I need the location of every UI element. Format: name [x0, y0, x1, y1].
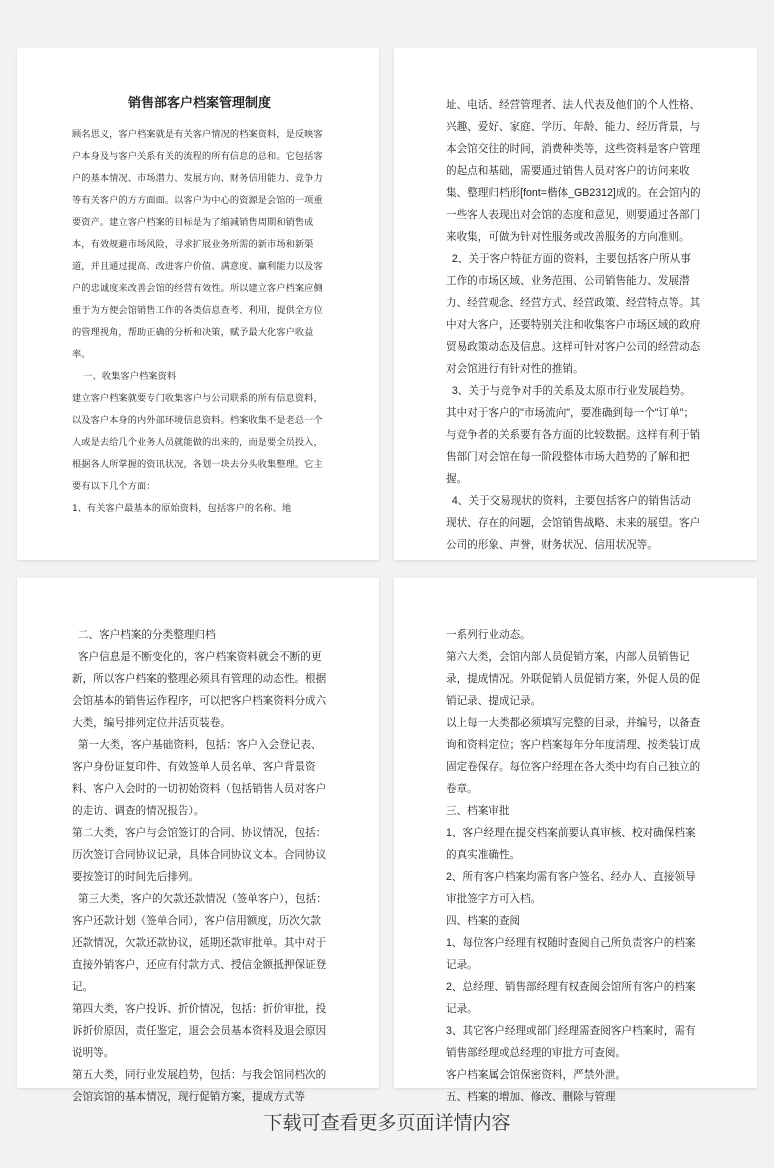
paragraph: 建立客户档案就要专门收集客户与公司联系的所有信息资料，以及客户本身的内外部环境信息资料。档案收集不是老总一个人或是去给几个业务人员就能做的出来的，而是要全员投入，根据各人所掌握的资讯状况，各划一块去分头收集整理。它主要有以下几个方面：	[72, 393, 323, 492]
paragraph: 2、总经理、销售部经理有权查阅会馆所有客户的档案记录。	[446, 981, 696, 1015]
paragraph: 3、其它客户经理或部门经理需查阅客户档案时，需有销售部经理或总经理的审批方可查阅。	[446, 1025, 696, 1059]
paragraph: 第五大类，同行业发展趋势，包括：与我会馆同档次的会馆宾馆的基本情况，现行促销方案，提成方式等	[72, 1069, 327, 1103]
paragraph: 顾名思义，客户档案就是有关客户情况的档案资料，是反映客户本身及与客户关系有关的流程的所有信息的总和。它包括客户的基本情况、市场潜力、发展方向、财务信用能力、竞争力等有关客户的方方面面。以客户为中心的资源是会馆的一项重要资产。建立客户档案的目标是为了缩减销售周期和销售成本，有效规避市场风险，寻求扩展业务所需的新市场和新渠道，并且通过提高、改进客户价值、满意度、赢利能力以及客户的忠诚度来改善会馆的经营有效性。所以建立客户档案应侧重于为方便会馆销售工作的各类信息查考、利用，提供全方位的管理视角，帮助正确的分析和决策，赋予最大化客户收益率。	[72, 129, 323, 360]
document-page-2	[394, 48, 757, 560]
section-heading: 五、档案的增加、修改、删除与管理	[446, 1091, 616, 1103]
paragraph: 3、关于与竞争对手的关系及太原市行业发展趋势。其中对于客户的"市场流向"，要准确到每一个"订单"；与竞争者的关系要有各方面的比较数据。这样有利于销售部门对会馆在每一阶段整体市场大趋势的了解和把握。	[446, 385, 701, 485]
paragraph: 第四大类，客户投诉、折价情况，包括：折价审批，投诉折价原因，责任鉴定，退会会员基本资料及退会原因说明等。	[72, 1003, 327, 1059]
paragraph: 2、关于客户特征方面的资料，主要包括客户所从事工作的市场区域、业务范围、公司销售能力、发展潜力、经营观念、经营方式、经营政策、经营特点等。其中对大客户，还要特别关注和收集客户市场区域的政府贸易政策动态及信息。这样可针对客户公司的经营动态对会馆进行有针对性的推销。	[446, 253, 701, 375]
download-more-caption[interactable]: 下载可查看更多页面详情内容	[263, 1112, 511, 1134]
paragraph: 4、关于交易现状的资料，主要包括客户的销售活动现状、存在的问题，会馆销售战略、未来的展望。客户公司的形象、声誉，财务状况、信用状况等。	[446, 495, 701, 551]
section-heading: 一、收集客户档案资料	[72, 371, 177, 382]
paragraph: 址、电话、经营管理者、法人代表及他们的个人性格、兴趣、爱好、家庭、学历、年龄、能力、经历背景，与本会馆交往的时间，消费种类等，这些资料是客户管理的起点和基础，需要通过销售人员对客户的访问来收集、整理归档形[font=楷体_GB2312]成的。在会馆内的一些客人表现出对会馆的态度和意见，则要通过各部门来收集，可做为针对性服务或改善服务的方向准则。	[446, 99, 701, 243]
paragraph: 1、客户经理在提交档案前要认真审核、校对确保档案的真实准确性。	[446, 827, 696, 861]
paragraph: 客户档案属会馆保密资料，严禁外泄。	[446, 1069, 627, 1081]
document-page-1	[17, 48, 379, 560]
section-heading: 二、客户档案的分类整理归档	[72, 629, 216, 641]
paragraph: 以上每一大类都必须填写完整的目录，并编号，以备查询和资料定位；客户档案每年分年度清理、按类装订成固定卷保存。每位客户经理在各大类中均有自己独立的卷章。	[446, 717, 701, 795]
paragraph: 1、每位客户经理有权随时查阅自己所负责客户的档案记录。	[446, 937, 696, 971]
document-page-4	[394, 578, 757, 1103]
paragraph: 2、所有客户档案均需有客户签名、经办人、直接领导审批签字方可入档。	[446, 871, 696, 905]
document-title: 销售部客户档案管理制度	[127, 96, 271, 111]
paragraph: 第六大类，会馆内部人员促销方案，内部人员销售记录，提成情况。外联促销人员促销方案，外促人员的促销记录、提成记录。	[446, 651, 701, 707]
paragraph: 1、有关客户最基本的原始资料，包括客户的名称、地	[72, 503, 292, 514]
paragraph: 第三大类，客户的欠款还款情况（签单客户），包括：客户还款计划（签单合同），客户信用额度，历次欠款还款情况，欠款还款协议，延期还款审批单。其中对于直接外销客户，还应有付款方式、授信金额抵押保证登记。	[72, 893, 327, 993]
document-page-3	[17, 578, 379, 1103]
paragraph: 一系列行业动态。	[446, 629, 531, 641]
paragraph: 客户信息是不断变化的，客户档案资料就会不断的更新，所以客户档案的整理必须具有管理的动态性。根据会馆基本的销售运作程序，可以把客户档案资料分成六大类，编号排列定位并活页装卷。	[72, 651, 327, 729]
paragraph: 第一大类，客户基础资料，包括：客户入会登记表、客户身份证复印件、有效签单人员名单、客户背景资料、客户入会时的一切初始资料（包括销售人员对客户的走访、调查的情况报告）。	[72, 739, 327, 817]
paragraph: 第二大类，客户与会馆签订的合同、协议情况，包括：历次签订合同协议记录，具体合同协议文本。合同协议要按签订的时间先后排列。	[72, 827, 327, 883]
section-heading: 三、档案审批	[446, 805, 510, 817]
section-heading: 四、档案的查阅	[446, 915, 521, 927]
